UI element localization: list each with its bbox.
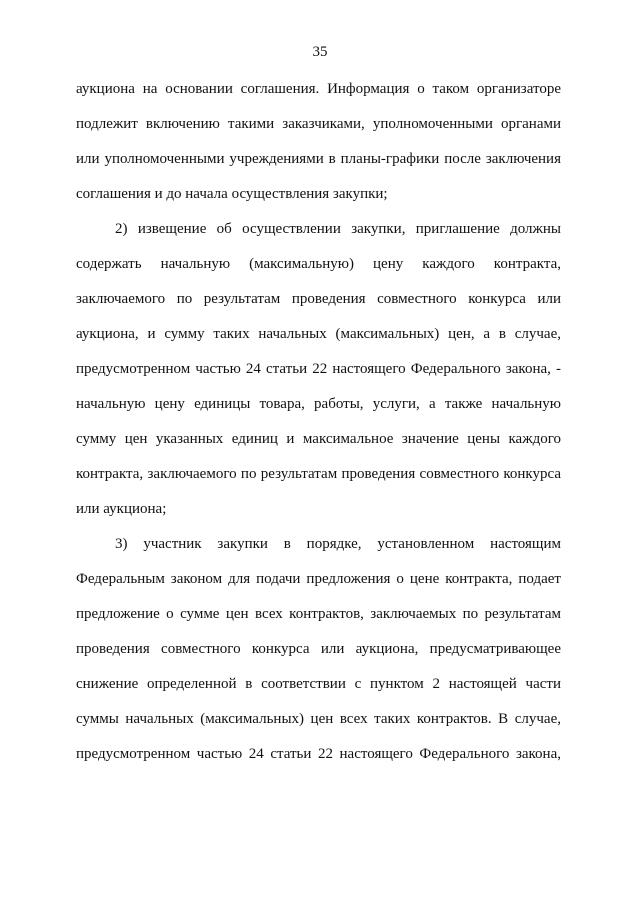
paragraph-1-line-3: или уполномоченными учреждениями в планы-графики после заключения — [76, 151, 561, 167]
paragraph-3-line-3: предложение о сумме цен всех контрактов, заключаемых по результатам — [76, 606, 561, 622]
paragraph-1-line-2: подлежит включению такими заказчиками, уполномоченными органами — [76, 116, 561, 132]
page-number: 35 — [312, 44, 328, 60]
paragraph-2-line-6: начальную цену единицы товара, работы, услуги, а также начальную — [76, 396, 561, 412]
paragraph-3-line-1: 3) участник закупки в порядке, установленном настоящим — [115, 536, 561, 552]
paragraph-3-line-5: снижение определенной в соответствии с пунктом 2 настоящей части — [76, 676, 561, 692]
paragraph-3-line-6: суммы начальных (максимальных) цен всех таких контрактов. В случае, — [76, 711, 561, 727]
paragraph-2-line-5: предусмотренном частью 24 статьи 22 настоящего Федерального закона, - — [76, 361, 561, 377]
paragraph-2-line-3: заключаемого по результатам проведения совместного конкурса или — [76, 291, 561, 307]
paragraph-3-line-7: предусмотренном частью 24 статьи 22 настоящего Федерального закона, — [76, 746, 561, 762]
paragraph-2-line-9: или аукциона; — [76, 501, 167, 517]
paragraph-1-line-1: аукциона на основании соглашения. Информация о таком организаторе — [76, 81, 561, 97]
paragraph-2-line-1: 2) извещение об осуществлении закупки, приглашение должны — [115, 221, 561, 237]
paragraph-3-line-2: Федеральным законом для подачи предложения о цене контракта, подает — [76, 571, 561, 587]
paragraph-1-line-4: соглашения и до начала осуществления закупки; — [76, 186, 388, 202]
paragraph-2-line-4: аукциона, и сумму таких начальных (максимальных) цен, а в случае, — [76, 326, 561, 342]
paragraph-3-line-4: проведения совместного конкурса или аукциона, предусматривающее — [76, 641, 561, 657]
paragraph-2-line-2: содержать начальную (максимальную) цену каждого контракта, — [76, 256, 561, 272]
paragraph-2-line-8: контракта, заключаемого по результатам проведения совместного конкурса — [76, 466, 561, 482]
paragraph-2-line-7: сумму цен указанных единиц и максимальное значение цены каждого — [76, 431, 561, 447]
